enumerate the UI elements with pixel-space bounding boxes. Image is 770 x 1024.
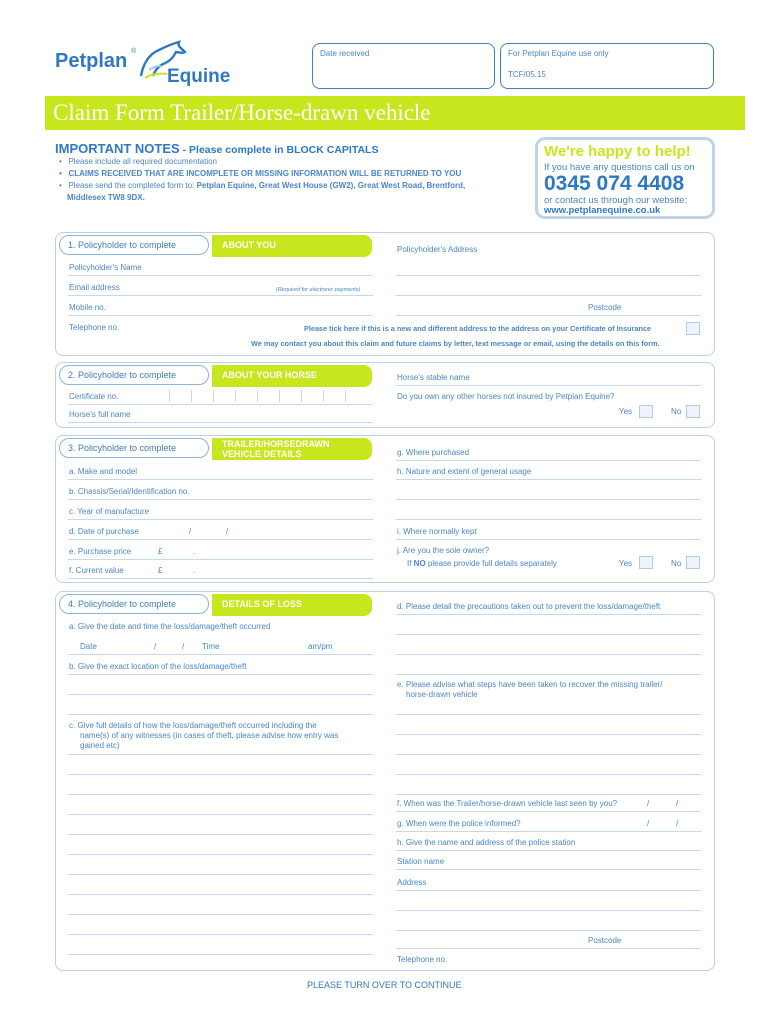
recovery-steps-label-1: e. Please advise what steps have been taken to recover the missing trailer/ xyxy=(397,680,663,689)
precautions-label: d. Please detail the precautions taken out to prevent the loss/damage/theft xyxy=(397,602,661,611)
loss-details-field-4[interactable] xyxy=(68,814,373,815)
notes-address-line2: Middlesex TW8 9DX. xyxy=(67,193,145,202)
usage-label: h. Nature and extent of general usage xyxy=(397,467,532,476)
help-website-link[interactable]: www.petplanequine.co.uk xyxy=(544,205,661,216)
loss-location-field-3[interactable] xyxy=(68,714,373,715)
section1-pill: 1. Policyholder to complete xyxy=(59,235,209,255)
form-code: TCF/05.15 xyxy=(508,70,546,79)
loss-details-field-8[interactable] xyxy=(68,894,373,895)
stable-name-label: Horse's stable name xyxy=(397,373,470,382)
certificate-field[interactable] xyxy=(68,404,373,405)
loss-details-field-2[interactable] xyxy=(68,774,373,775)
police-station-label: h. Give the name and address of the police station xyxy=(397,838,576,847)
where-purchased-label: g. Where purchased xyxy=(397,448,470,457)
contact-text: We may contact you about this claim and future claims by letter, text message or email, using the details on this form. xyxy=(251,339,660,348)
section-about-horse xyxy=(55,362,715,428)
make-model-label: a. Make and model xyxy=(69,467,138,476)
sole-owner-note: If NO please provide full details separately xyxy=(407,559,557,568)
policyholder-name-field[interactable] xyxy=(68,275,373,276)
chassis-label: b. Chassis/Serial/Identification no. xyxy=(69,487,190,496)
purchase-date-field[interactable] xyxy=(68,539,373,540)
date-received-box[interactable] xyxy=(312,43,495,89)
other-horses-label: Do you own any other horses not insured by Petplan Equine? xyxy=(397,392,615,401)
logo-registered: ® xyxy=(131,48,137,55)
postcode-label: Postcode xyxy=(588,303,622,312)
email-note: (Required for electronic payments) xyxy=(276,287,361,293)
other-horses-no-label: No xyxy=(671,407,682,416)
last-seen-label: f. When was the Trailer/horse-drawn vehicle last seen by you? xyxy=(397,799,618,808)
help-heading: We're happy to help! xyxy=(544,143,691,160)
other-horses-no-checkbox[interactable] xyxy=(686,405,700,418)
horse-name-label: Horse's full name xyxy=(69,410,131,419)
loss-datetime-field[interactable] xyxy=(68,654,373,655)
loss-location-label: b. Give the exact location of the loss/damage/theft xyxy=(69,662,247,671)
loss-date-label: Date xyxy=(80,642,97,651)
make-model-field[interactable] xyxy=(68,479,373,480)
page-title: Claim Form Trailer/Horse-drawn vehicle xyxy=(53,100,431,125)
station-name-label: Station name xyxy=(397,857,445,866)
turn-over-footer: PLEASE TURN OVER TO CONTINUE xyxy=(307,980,462,990)
station-address-field-3[interactable] xyxy=(396,930,701,931)
current-value-field[interactable] xyxy=(68,578,373,579)
station-telephone-label: Telephone no. xyxy=(397,955,448,964)
loss-datetime-label: a. Give the date and time the loss/damage/theft occurred xyxy=(69,622,271,631)
title-bar xyxy=(45,96,745,130)
loss-details-field-9[interactable] xyxy=(68,914,373,915)
sole-owner-no-checkbox[interactable] xyxy=(686,556,700,569)
section1-banner: ABOUT YOU xyxy=(212,235,372,257)
date-received-label: Date received xyxy=(320,49,370,58)
police-informed-label: g. When were the police informed? xyxy=(397,819,521,828)
help-line2: or contact us through our website: xyxy=(544,195,688,206)
sole-owner-yes-label: Yes xyxy=(619,559,633,568)
chassis-field[interactable] xyxy=(68,499,373,500)
loss-ampm-label: am/pm xyxy=(308,642,333,651)
other-horses-yes-label: Yes xyxy=(619,407,633,416)
year-label: c. Year of manufacture xyxy=(69,507,150,516)
sole-owner-label: j. Are you the sole owner? xyxy=(397,546,490,555)
notes-bullet-3: • Please send the completed form to: Petplan Equine, Great West House (GW2), Great West Road, Brentford, xyxy=(59,181,466,190)
help-line1: If you have any questions call us on xyxy=(544,162,695,173)
mobile-field[interactable] xyxy=(68,315,373,316)
section2-pill: 2. Policyholder to complete xyxy=(59,365,209,385)
loss-location-field-1[interactable] xyxy=(68,674,373,675)
section-about-you xyxy=(55,232,715,356)
notes-bullet-1: • Please include all required documentation xyxy=(59,157,218,166)
sole-owner-no-label: No xyxy=(671,559,682,568)
section2-banner: ABOUT YOUR HORSE xyxy=(212,365,372,387)
important-notes xyxy=(55,140,530,210)
horse-name-field[interactable] xyxy=(68,422,373,423)
station-postcode-label: Postcode xyxy=(588,936,622,945)
telephone-label: Telephone no. xyxy=(69,323,120,332)
help-phone[interactable]: 0345 074 4408 xyxy=(544,172,685,195)
recovery-steps-label-2: horse-drawn vehicle xyxy=(406,690,478,699)
station-address-field-1[interactable] xyxy=(396,890,701,891)
certificate-label: Certificate no. xyxy=(69,392,119,401)
logo-primary: Petplan xyxy=(55,50,128,72)
office-use-label: For Petplan Equine use only xyxy=(508,49,609,58)
section-details-of-loss: 4. Policyholder to complete DETAILS OF LOSS d. Please detail the precautions taken out to prevent the loss/damage/theft a. Give the date and time the loss/damage/theft occurred Date / / Time am/pm b. Give the exact location of the loss/damage/theft e. Please advise what steps have been taken to recover the missing trailer/ horse-drawn vehicle c. Give full details of how the loss/damage/theft occurred including the name(s) of any witnesses (in cases of theft, please advise how entry was gained etc) f. When was the Trailer/horse-drawn vehicle last seen by you? / / g. When were the police informed? / / h. Give the name and address of the police station Station name Address Postcode Telephone no. xyxy=(55,591,715,971)
loss-time-label: Time xyxy=(202,642,220,651)
section3-pill: 3. Policyholder to complete xyxy=(59,438,209,458)
help-box xyxy=(535,137,715,219)
purchase-price-currency: £ xyxy=(158,547,163,556)
sole-owner-yes-checkbox[interactable] xyxy=(639,556,653,569)
where-kept-label: i. Where normally kept xyxy=(397,527,477,536)
loss-details-label-1: c. Give full details of how the loss/damage/theft occurred including the xyxy=(69,721,317,730)
email-label: Email address xyxy=(69,283,120,292)
section-vehicle-details: 3. Policyholder to complete TRAILER/HORSEDRAWN VEHICLE DETAILS g. Where purchased a. Make and model h. Nature and extent of general usage b. Chassis/Serial/Identification no. c. Year of manufacture d. Date of purchase / / i. Where normally kept e. Purchase price £ . j. Are you the sole owner? If NO please provide full details separately Yes No f. Current value £ . xyxy=(55,435,715,583)
policyholder-address-label: Policyholder's Address xyxy=(397,245,478,254)
year-field[interactable] xyxy=(68,519,373,520)
station-name-field[interactable] xyxy=(396,869,701,870)
new-address-text: Please tick here if this is a new and different address to the address on your Certificate of Insurance xyxy=(304,324,652,333)
policyholder-name-label: Policyholder's Name xyxy=(69,263,142,272)
loss-details-field-11[interactable] xyxy=(68,954,373,955)
station-postcode-field[interactable] xyxy=(396,948,701,949)
notes-heading: IMPORTANT NOTES xyxy=(55,141,180,156)
notes-bullet-2: • CLAIMS RECEIVED THAT ARE INCOMPLETE OR MISSING INFORMATION WILL BE RETURNED TO YOU xyxy=(59,169,462,178)
loss-details-field-3[interactable] xyxy=(68,794,373,795)
loss-details-field-6[interactable] xyxy=(68,854,373,855)
petplan-logo xyxy=(55,40,240,95)
notes-subheading: - Please complete in BLOCK CAPITALS xyxy=(179,144,379,156)
mobile-label: Mobile no. xyxy=(69,303,106,312)
station-address-label: Address xyxy=(397,878,427,887)
loss-details-label-2: name(s) of any witnesses (in cases of theft, please advise how entry was xyxy=(80,731,339,740)
loss-details-field-1[interactable] xyxy=(68,754,373,755)
purchase-date-label: d. Date of purchase xyxy=(69,527,139,536)
station-address-field-2[interactable] xyxy=(396,910,701,911)
loss-details-field-7[interactable] xyxy=(68,874,373,875)
section4-pill: 4. Policyholder to complete xyxy=(59,594,209,614)
loss-details-field-10[interactable] xyxy=(68,934,373,935)
loss-details-field-5[interactable] xyxy=(68,834,373,835)
section3-banner: TRAILER/HORSEDRAWN VEHICLE DETAILS xyxy=(212,438,372,460)
loss-location-field-2[interactable] xyxy=(68,694,373,695)
office-use-box xyxy=(500,43,714,89)
current-value-label: f. Current value xyxy=(69,566,124,575)
email-field[interactable] xyxy=(68,295,373,296)
loss-details-label-3: gained etc) xyxy=(80,741,120,750)
other-horses-yes-checkbox[interactable] xyxy=(639,405,653,418)
purchase-price-label: e. Purchase price xyxy=(69,547,132,556)
new-address-checkbox[interactable] xyxy=(686,322,700,335)
logo-secondary: Equine xyxy=(167,66,231,87)
current-value-currency: £ xyxy=(158,566,163,575)
section4-banner: DETAILS OF LOSS xyxy=(212,594,372,616)
purchase-price-field[interactable] xyxy=(68,559,373,560)
